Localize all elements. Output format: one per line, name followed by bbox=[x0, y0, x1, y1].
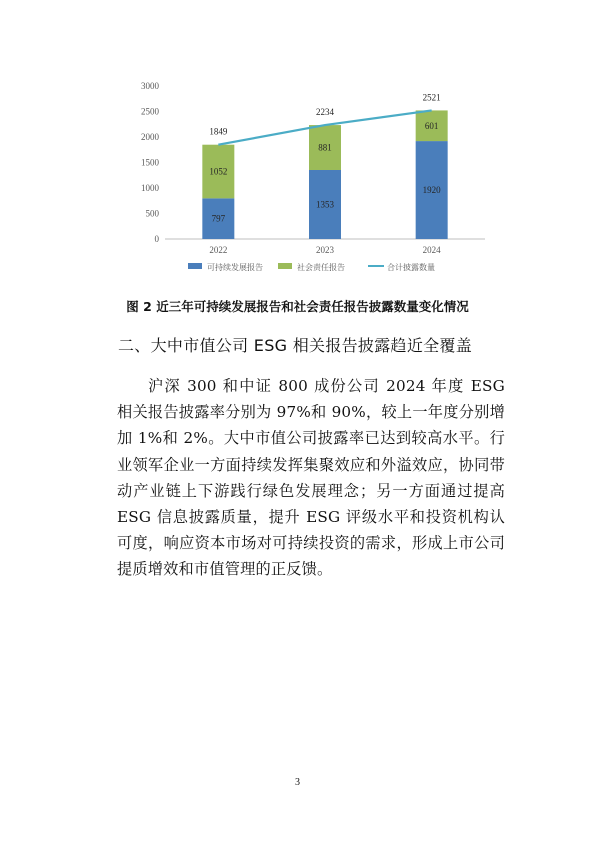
total-value-label: 2234 bbox=[316, 107, 334, 118]
legend-label: 可持续发展报告 bbox=[207, 263, 263, 272]
y-tick-label: 2000 bbox=[141, 132, 159, 142]
page-number: 3 bbox=[295, 777, 300, 788]
legend-label: 合计披露数量 bbox=[387, 263, 435, 272]
y-tick-label: 0 bbox=[154, 234, 159, 244]
x-tick-label: 2023 bbox=[316, 245, 334, 255]
x-tick-label: 2024 bbox=[422, 245, 441, 255]
bar-value-label: 881 bbox=[318, 142, 332, 153]
bar-value-label: 797 bbox=[211, 213, 226, 224]
total-value-label: 1849 bbox=[209, 126, 228, 137]
legend-swatch bbox=[188, 263, 202, 269]
bar-value-label: 601 bbox=[424, 120, 439, 131]
y-tick-label: 2500 bbox=[141, 106, 159, 117]
body-paragraph: 沪深 300 和中证 800 成份公司 2024 年度 ESG 相关报告披露率分别为 97%和 90%，较上一年度分别增加 1%和 2%。大中市值公司披露率已达到较高水平。行业领军企业一方面持续发挥集聚效应和外溢效应，协同带动产业链上下游践行绿色发展理念；另一方面通过提高 ESG 信息披露质量，提升 ESG 评级水平和投资机构认可度，响应资本市场对可持续投资的需求，形成上市公司提质增效和市值管理的正反馈。 bbox=[117, 377, 505, 579]
section-heading: 二、大中市值公司 ESG 相关报告披露趋近全覆盖 bbox=[118, 336, 473, 355]
x-tick-label: 2022 bbox=[209, 245, 228, 255]
legend-label: 社会责任报告 bbox=[297, 263, 345, 272]
y-tick-label: 500 bbox=[145, 208, 159, 219]
figure-caption: 图 2 近三年可持续发展报告和社会责任报告披露数量变化情况 bbox=[126, 299, 469, 314]
y-tick-label: 1000 bbox=[141, 183, 159, 193]
bar-value-label: 1052 bbox=[209, 166, 228, 177]
bar-value-label: 1920 bbox=[422, 185, 441, 196]
legend-swatch bbox=[278, 263, 292, 269]
y-tick-label: 1500 bbox=[141, 157, 159, 168]
y-tick-label: 3000 bbox=[141, 81, 159, 91]
total-value-label: 2521 bbox=[422, 92, 441, 103]
bar-value-label: 1353 bbox=[316, 199, 334, 210]
disclosure-chart bbox=[110, 70, 490, 285]
